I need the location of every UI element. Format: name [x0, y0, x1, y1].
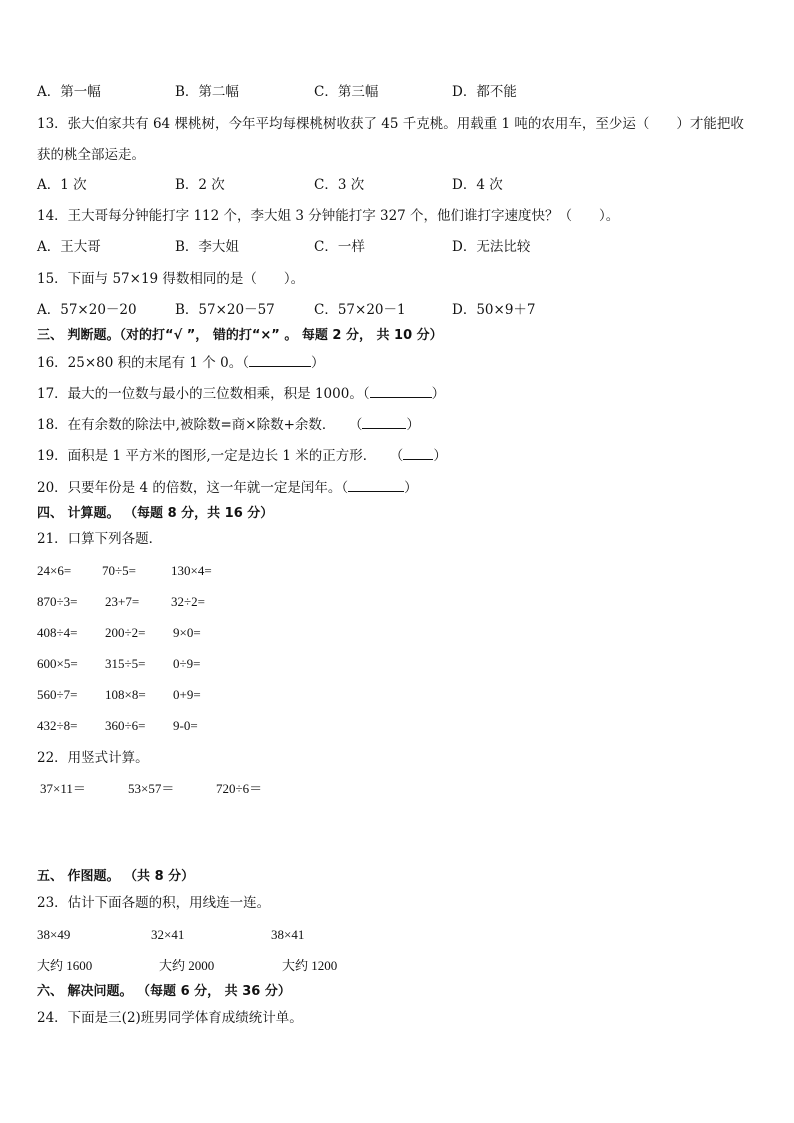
q16-answer-blank[interactable]: [249, 354, 311, 367]
q20-text: 20．只要年份是 4 的倍数，这一年就一定是闰年。（: [37, 480, 349, 496]
q21-item: 70÷5=: [102, 563, 136, 578]
q17-answer-blank[interactable]: [370, 385, 432, 398]
q23-product[interactable]: 32×41: [151, 927, 185, 942]
q21-title: 21．口算下列各题．: [37, 531, 163, 547]
q21-item: 200÷2=: [105, 625, 146, 640]
q14-option-b: B．李大姐: [175, 239, 239, 255]
q18-text: 18．在有余数的除法中,被除数=商×除数+余数． （: [37, 417, 363, 433]
q21-item: 130×4=: [171, 563, 212, 578]
q12-option-d: D．都不能: [452, 84, 517, 100]
q21-item: 560÷7=: [37, 687, 78, 702]
q21-item: 432÷8=: [37, 718, 78, 733]
q19-close-paren: ）: [433, 448, 447, 464]
q23-product[interactable]: 38×41: [271, 927, 305, 942]
q15-option-a: A．57×20－20: [37, 302, 137, 318]
q13-question-line1: 13．张大伯家共有 64 棵桃树，今年平均每棵桃树收获了 45 千克桃。用载重 1 吨的农用车，至少运（ ）才能把收: [37, 116, 744, 132]
q21-item: 360÷6=: [105, 718, 146, 733]
q18-statement: [37, 416, 420, 434]
q22-title: 22．用竖式计算。: [37, 750, 149, 766]
q23-estimate[interactable]: 大约 1600: [37, 958, 93, 973]
q19-text: 19．面积是 1 平方米的图形,一定是边长 1 米的正方形． （: [37, 448, 404, 464]
section-3-heading: 三、 判断题。（对的打“√ ”， 错的打“×” 。 每题 2 分， 共 10 分）: [37, 328, 443, 343]
q21-item: 9-0=: [173, 718, 198, 733]
q13-option-c: C．3 次: [314, 177, 365, 193]
q21-item: 600×5=: [37, 656, 78, 671]
q21-item: 870÷3=: [37, 594, 78, 609]
q21-item: 32÷2=: [171, 594, 205, 609]
q21-item: 23+7=: [105, 594, 140, 609]
q21-item: 0÷9=: [173, 656, 201, 671]
q23-product[interactable]: 38×49: [37, 927, 71, 942]
q17-text: 17．最大的一位数与最小的三位数相乘，积是 1000。（: [37, 386, 370, 402]
section-5-heading: 五、 作图题。 （共 8 分）: [37, 869, 195, 884]
q12-option-c: C．第三幅: [314, 84, 379, 100]
q21-item: 0+9=: [173, 687, 201, 702]
q21-item: 24×6=: [37, 563, 72, 578]
q15-option-b: B．57×20－57: [175, 302, 275, 318]
q19-answer-blank[interactable]: [403, 447, 433, 460]
q12-option-a: A．第一幅: [37, 84, 101, 100]
q20-close-paren: ）: [404, 480, 418, 496]
q18-answer-blank[interactable]: [362, 416, 406, 429]
q20-answer-blank[interactable]: [348, 479, 404, 492]
q13-option-a: A．1 次: [37, 177, 87, 193]
q16-text: 16．25×80 积的末尾有 1 个 0。（: [37, 355, 249, 371]
q14-option-c: C．一样: [314, 239, 365, 255]
q16-statement: [37, 354, 324, 372]
q19-statement: [37, 447, 447, 465]
q14-option-d: D．无法比较: [452, 239, 531, 255]
q15-option-d: D．50×9＋7: [452, 302, 536, 318]
q23-estimate[interactable]: 大约 2000: [159, 958, 215, 973]
q20-statement: [37, 479, 418, 497]
q22-item: 53×57＝: [128, 781, 175, 796]
q22-item: 720÷6＝: [216, 781, 263, 796]
q18-close-paren: ）: [406, 417, 420, 433]
q24-title: 24．下面是三(2)班男同学体育成绩统计单。: [37, 1010, 303, 1026]
q22-item: 37×11＝: [40, 781, 86, 796]
q21-item: 9×0=: [173, 625, 201, 640]
q13-option-b: B．2 次: [175, 177, 225, 193]
q23-estimate[interactable]: 大约 1200: [282, 958, 338, 973]
q14-option-a: A．王大哥: [37, 239, 101, 255]
q21-item: 108×8=: [105, 687, 146, 702]
q21-item: 408÷4=: [37, 625, 78, 640]
section-4-heading: 四、 计算题。 （每题 8 分，共 16 分）: [37, 506, 274, 521]
q13-option-d: D．4 次: [452, 177, 503, 193]
section-6-heading: 六、 解决问题。 （每题 6 分， 共 36 分）: [37, 984, 291, 999]
q16-close-paren: ）: [310, 355, 325, 371]
q14-question: 14．王大哥每分钟能打字 112 个，李大姐 3 分钟能打字 327 个，他们谁打字速度快？（ ）。: [37, 208, 620, 224]
q17-statement: [37, 385, 445, 403]
q13-question-line2: 获的桃全部运走。: [37, 147, 145, 163]
q12-option-b: B．第二幅: [175, 84, 239, 100]
q21-item: 315÷5=: [105, 656, 146, 671]
q23-title: 23．估计下面各题的积，用线连一连。: [37, 895, 271, 911]
q15-option-c: C．57×20－1: [314, 302, 406, 318]
q17-close-paren: ）: [431, 386, 446, 402]
q15-question: 15．下面与 57×19 得数相同的是（ ）。: [37, 271, 305, 287]
